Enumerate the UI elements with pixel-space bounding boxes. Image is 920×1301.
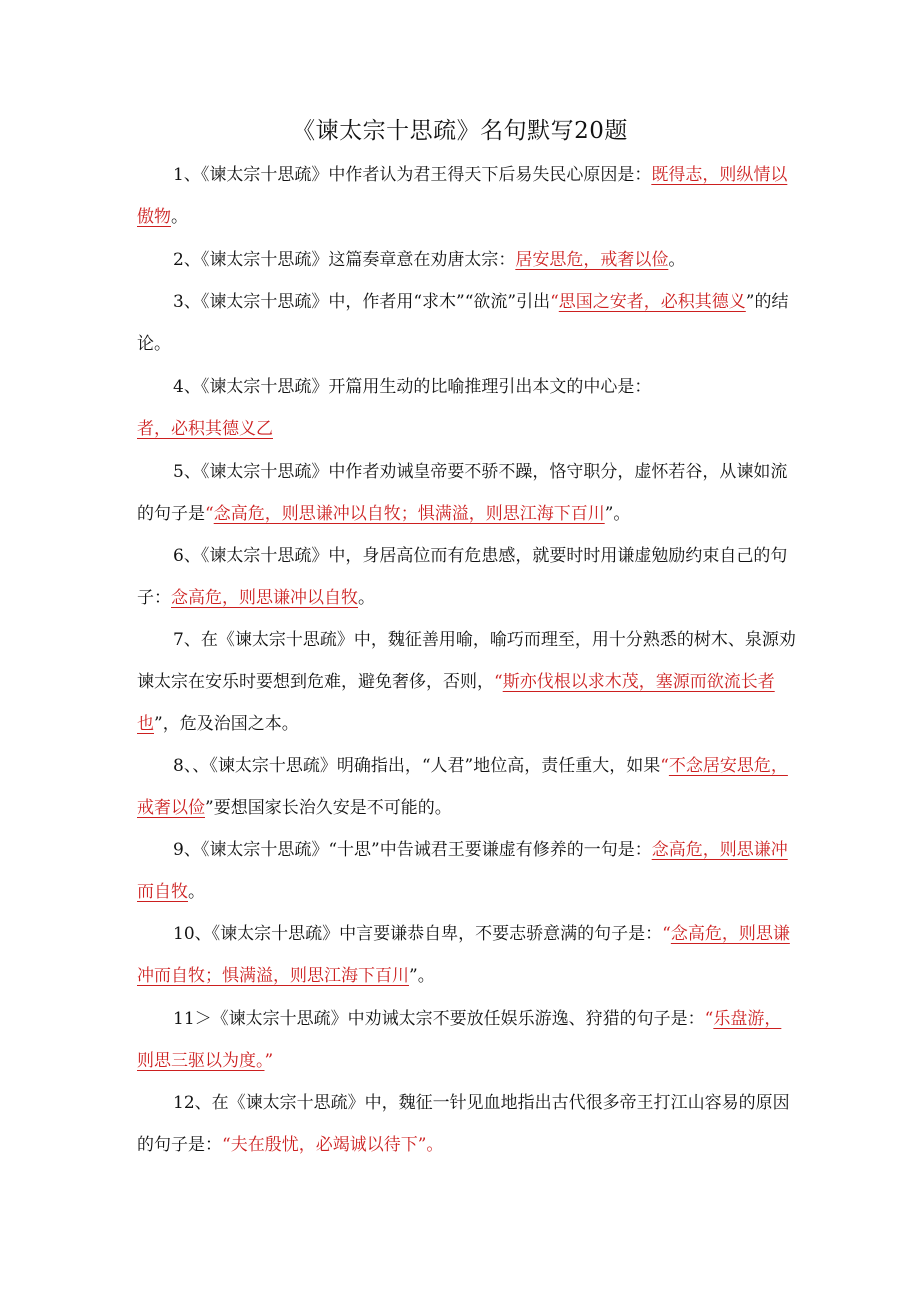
answer-text: 居安思危，戒奢以俭 [515,250,669,270]
question-10 [137,913,797,997]
close-quote: ” [264,1051,274,1071]
question-text: 7、在《谏太宗十思疏》中，魏征善用喻，喻巧而理至，用十分熟悉的树木、泉源劝谏太宗在安乐时要想到危难，避免奢侈，否则， [137,630,796,692]
question-text-end: ”。 [604,504,631,524]
page-title: 《谏太宗十思疏》名句默写20题 [292,118,628,144]
question-1 [137,154,797,238]
answer-text: 既得志，则纵情以傲物 [137,165,788,227]
question-text-end: 。 [668,250,686,270]
close-quote: ”。 [417,1135,444,1155]
question-text: 11＞《谏太宗十思疏》中劝诫太宗不要放任娱乐游逸、狩猎的句子是： [173,1009,705,1029]
question-6 [137,535,797,619]
question-2 [137,239,797,281]
answer-text: 念高危，则思谦冲而自牧；惧满溢，则思江海下百川 [137,924,790,986]
question-11 [137,998,797,1082]
answer-text: 者，必积其德义乙 [137,419,273,439]
answer-text: 乐盘游，则思三驱以为度。 [137,1009,782,1071]
open-quote: “ [205,504,214,524]
question-text-end: ”，危及治国之本。 [154,714,299,734]
question-text: 1、《谏太宗十思疏》中作者认为君王得天下后易失民心原因是： [173,165,652,185]
question-text: 5、《谏太宗十思疏》中作者劝诫皇帝要不骄不躁，恪守职分，虚怀若谷，从谏如流的句子是 [137,462,788,524]
question-4 [137,366,797,450]
question-text-end: 。 [188,882,205,902]
question-5 [137,451,797,535]
open-quote: “ [222,1135,231,1155]
question-text-end: ”要想国家长治久安是不可能的。 [205,798,452,818]
question-text: 4、《谏太宗十思疏》开篇用生动的比喻推理引出本文的中心是： [173,377,652,397]
question-text-end: ”的结论。 [137,292,789,354]
question-text: 9、《谏太宗十思疏》“十思”中告诫君王要谦虚有修养的一句是： [173,840,652,860]
question-text-end: 。 [358,588,375,608]
question-9 [137,829,797,913]
answer-text: 念高危，则思谦冲而自牧 [137,840,788,902]
question-12 [137,1082,797,1166]
open-quote: “ [660,756,669,776]
question-8 [137,745,797,829]
question-text: 10、《谏太宗十思疏》中言要谦恭自卑，不要志骄意满的句子是： [173,924,663,944]
answer-text: 念高危，则思谦冲以自牧 [171,588,358,608]
question-text: 2、《谏太宗十思疏》这篇奏章意在劝唐太宗： [173,250,516,270]
question-7 [137,619,797,745]
question-3 [137,281,797,365]
open-quote: “ [494,672,503,692]
answer-text: 念高危，则思谦冲以自牧；惧满溢，则思江海下百川 [213,504,605,524]
open-quote: “ [662,924,671,944]
answer-text: 斯亦伐根以求木茂，塞源而欲流长者也 [137,672,775,734]
answer-text: 不念居安思危，戒奢以俭 [137,756,788,818]
question-text: 3、《谏太宗十思疏》中，作者用“求木”“欲流”引出 [173,292,551,312]
answer-text: 夫在殷忧，必竭诚以待下 [230,1135,418,1155]
open-quote: “ [704,1009,714,1029]
question-text: 8、、《谏太宗十思疏》明确指出，“人君”地位高，责任重大，如果 [173,756,661,776]
question-text: 6、《谏太宗十思疏》中，身居高位而有危患感，就要时时用谦虚勉励约束自己的句子： [137,546,788,608]
answer-text: 思国之安者，必积其德义 [558,292,746,312]
question-text-end: 。 [171,207,188,227]
question-text-end: ”。 [409,966,435,986]
open-quote: “ [550,292,559,312]
question-text: 12、在《谏太宗十思疏》中，魏征一针见血地指出古代很多帝王打江山容易的原因的句子是： [137,1093,790,1155]
